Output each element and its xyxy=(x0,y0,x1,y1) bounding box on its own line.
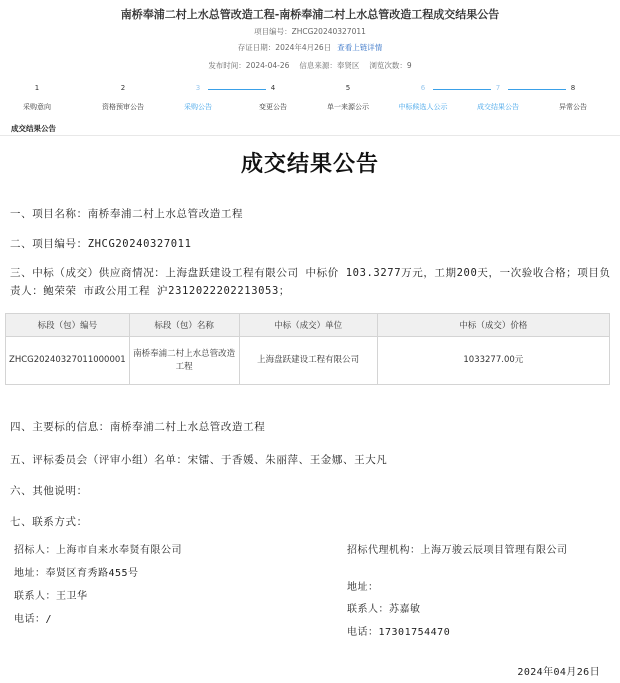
step-label: 变更公告 xyxy=(259,103,287,111)
step-label: 资格预审公告 xyxy=(102,103,144,111)
step-2-prequalification[interactable] xyxy=(83,84,163,112)
step-5-single-source[interactable] xyxy=(308,84,388,112)
step-number: 2 xyxy=(120,84,126,92)
step-number: 1 xyxy=(34,84,40,92)
step-number: 6 xyxy=(420,84,426,92)
announcement-date: 2024年04月26日 xyxy=(517,667,600,678)
col-lot-name: 标段（包）名称 xyxy=(129,314,239,337)
cell-winning-unit: 上海盘跃建设工程有限公司 xyxy=(239,337,377,385)
project-number-item: 二、项目编号：ZHCG20240327011 xyxy=(10,238,192,250)
step-3-procurement-notice[interactable] xyxy=(158,84,238,112)
buyer-address: 地址：奉贤区育秀路455号 xyxy=(14,568,139,579)
deposit-date-label: 存证日期： xyxy=(237,43,276,52)
step-label: 单一来源公示 xyxy=(327,103,369,111)
contact-heading: 七、联系方式： xyxy=(10,516,88,528)
cell-lot-name: 南桥奉浦二村上水总管改造工程 xyxy=(129,337,239,385)
step-label: 采购意向 xyxy=(23,103,51,111)
agent-contact: 联系人：苏嘉敏 xyxy=(347,604,421,615)
main-subject-item: 四、主要标的信息：南桥奉浦二村上水总管改造工程 xyxy=(10,421,266,433)
section-label: 成交结果公告 xyxy=(11,124,56,133)
agent-phone: 电话：17301754470 xyxy=(347,627,451,638)
col-winning-price: 中标（成交）价格 xyxy=(377,314,609,337)
deposit-date-line xyxy=(0,42,620,53)
deposit-date-value: 2024年4月26日 xyxy=(275,43,332,52)
info-source: 信息来源：奉贤区 xyxy=(299,61,360,70)
step-number: 8 xyxy=(570,84,576,92)
step-number: 4 xyxy=(270,84,276,92)
table-row xyxy=(6,337,610,385)
page-title: 南桥奉浦二村上水总管改造工程-南桥奉浦二村上水总管改造工程成交结果公告 xyxy=(120,8,500,21)
project-number-label: 项目编号： xyxy=(254,27,292,36)
other-notes-item: 六、其他说明： xyxy=(10,485,88,497)
col-lot-number: 标段（包）编号 xyxy=(6,314,130,337)
project-number-value: ZHCG20240327011 xyxy=(291,27,366,36)
table-header-row xyxy=(6,314,610,337)
step-1-procurement-intent[interactable] xyxy=(0,84,77,112)
step-7-result-notice[interactable] xyxy=(458,84,538,112)
project-number-line xyxy=(0,26,620,37)
col-winning-unit: 中标（成交）单位 xyxy=(239,314,377,337)
buyer-contact: 联系人：王卫华 xyxy=(14,591,88,602)
cell-winning-price: 1033277.00元 xyxy=(377,337,609,385)
project-name-item: 一、项目名称：南桥奉浦二村上水总管改造工程 xyxy=(10,208,244,220)
step-4-change-notice[interactable] xyxy=(233,84,313,112)
cell-lot-number: ZHCG20240327011000001 xyxy=(6,337,130,385)
agent-name: 招标代理机构：上海万骏云辰项目管理有限公司 xyxy=(347,545,568,556)
award-table xyxy=(5,313,610,385)
step-number: 3 xyxy=(195,84,201,92)
step-label: 异常公告 xyxy=(559,103,587,111)
chain-details-link[interactable]: 查看上链详情 xyxy=(337,43,383,52)
buyer-name: 招标人：上海市自来水奉贤有限公司 xyxy=(14,545,182,556)
announcement-title: 成交结果公告 xyxy=(240,152,379,177)
step-8-exception-notice[interactable] xyxy=(533,84,613,112)
committee-item: 五、评标委员会（评审小组）名单：宋镭、于香媛、朱丽萍、王金娜、王大凡 xyxy=(10,454,388,466)
process-steps xyxy=(0,84,620,114)
publish-meta-line xyxy=(0,60,620,71)
view-count: 浏览次数：9 xyxy=(369,61,412,70)
divider xyxy=(0,135,620,136)
step-6-candidate-notice[interactable] xyxy=(383,84,463,112)
buyer-phone: 电话：/ xyxy=(14,614,53,625)
winning-supplier-item: 三、中标（成交）供应商情况：上海盘跃建设工程有限公司 中标价 103.3277万元，工期200天，一次验收合格；项目负责人：鲍荣荣 市政公用工程 沪2312022202213053； xyxy=(10,267,611,297)
step-label: 中标候选人公示 xyxy=(398,103,448,111)
agent-address: 地址： xyxy=(347,582,379,593)
step-number: 5 xyxy=(345,84,351,92)
publish-time: 发布时间：2024-04-26 xyxy=(208,61,290,70)
step-label: 成交结果公告 xyxy=(477,103,519,111)
step-number: 7 xyxy=(495,84,501,92)
step-label: 采购公告 xyxy=(184,103,212,111)
